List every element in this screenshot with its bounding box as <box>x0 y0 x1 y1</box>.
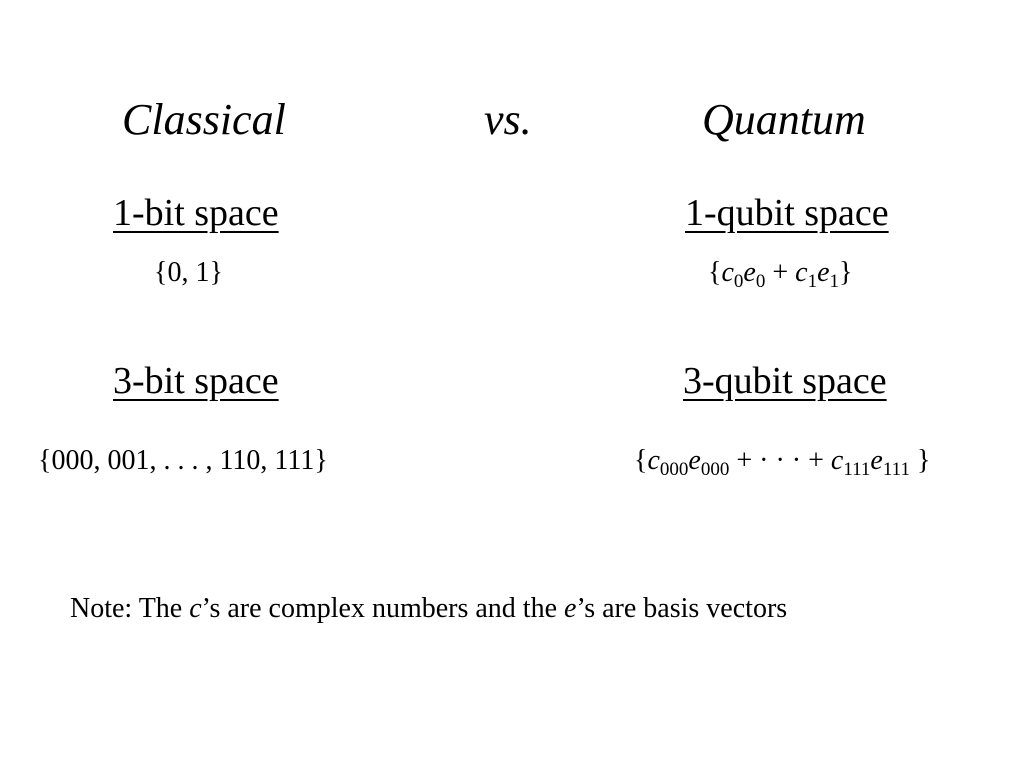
subscript-111: 111 <box>843 459 871 480</box>
subscript-1: 1 <box>807 271 818 292</box>
title-quantum: Quantum <box>702 95 866 144</box>
subscript-000: 000 <box>700 459 730 480</box>
ellipsis-sum: + · · · + <box>729 445 831 476</box>
note-c: c <box>189 593 202 624</box>
three-bit-set: {000, 001, . . . , 110, 111} <box>38 445 328 476</box>
one-qubit-set <box>708 257 853 292</box>
brace-close: } <box>839 257 853 288</box>
one-qubit-space-heading: 1-qubit space <box>685 192 889 234</box>
coef-c: c <box>647 445 660 476</box>
basis-e: e <box>870 445 883 476</box>
note-mid: ’s are complex numbers and the <box>201 593 565 624</box>
brace-close: } <box>909 445 931 476</box>
one-bit-set: {0, 1} <box>154 257 223 288</box>
coef-c: c <box>721 257 734 288</box>
one-bit-space-heading: 1-bit space <box>113 192 279 234</box>
three-qubit-set <box>634 445 931 480</box>
title-vs: vs. <box>484 95 532 144</box>
basis-e: e <box>743 257 756 288</box>
subscript-111: 111 <box>882 459 910 480</box>
coef-c: c <box>830 445 844 476</box>
plus-sign: + <box>765 257 796 288</box>
brace-open: { <box>634 445 648 476</box>
subscript-0: 0 <box>755 271 766 292</box>
three-bit-space-heading: 3-bit space <box>113 360 279 402</box>
note-prefix: Note: The <box>70 593 190 624</box>
note-e: e <box>564 593 577 624</box>
subscript-0: 0 <box>733 271 744 292</box>
footnote <box>70 595 787 623</box>
note-suffix: ’s are basis vectors <box>576 593 788 624</box>
basis-e: e <box>817 257 830 288</box>
three-qubit-space-heading: 3-qubit space <box>683 360 887 402</box>
basis-e: e <box>688 445 701 476</box>
title-classical: Classical <box>122 95 286 144</box>
brace-open: { <box>708 257 722 288</box>
subscript-000: 000 <box>659 459 689 480</box>
coef-c: c <box>795 257 808 288</box>
subscript-1: 1 <box>829 271 839 292</box>
